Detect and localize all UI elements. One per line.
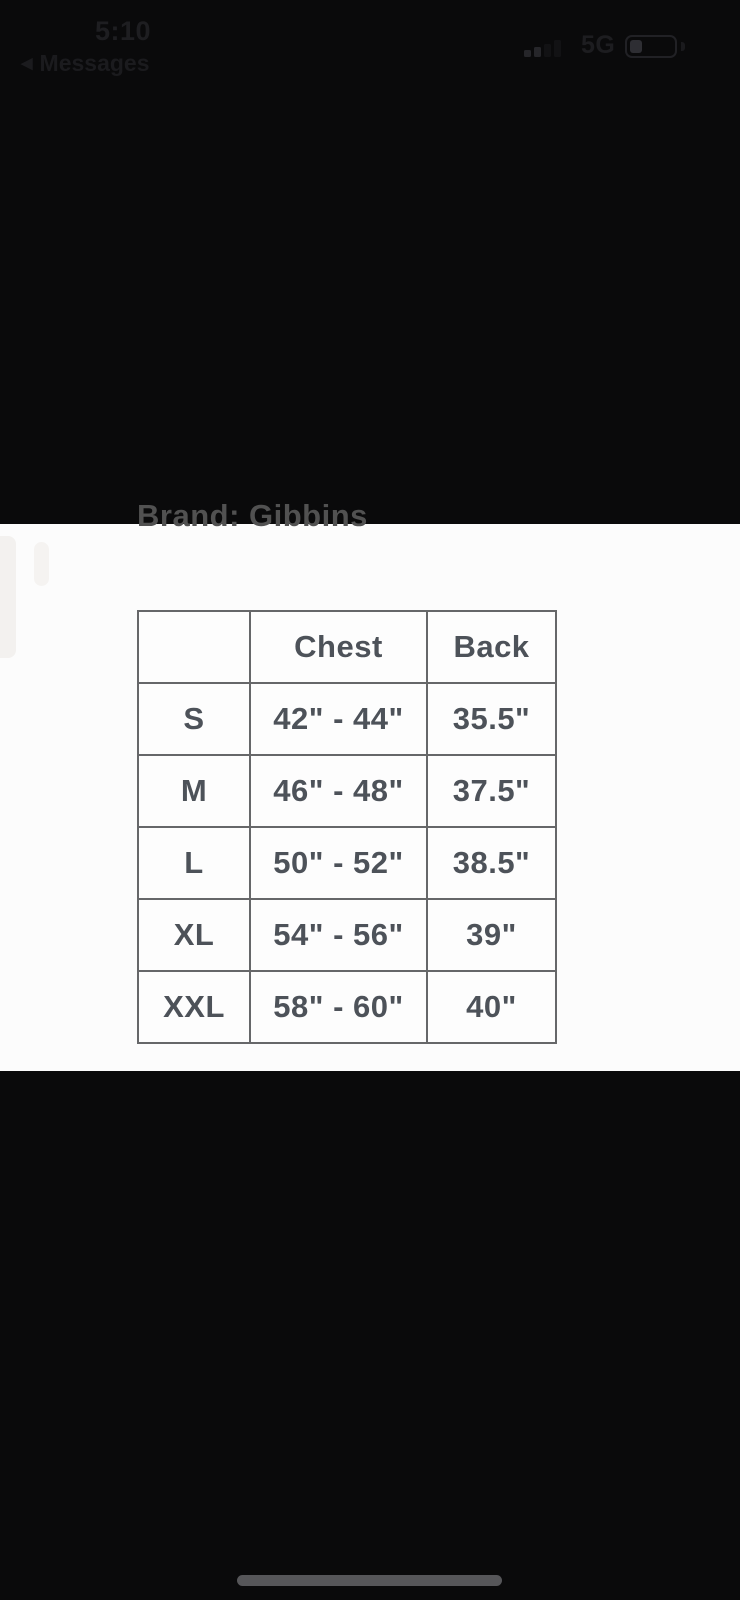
cell-size: M	[138, 755, 250, 827]
header-blank	[138, 611, 250, 683]
cell-back: 37.5"	[427, 755, 556, 827]
cell-size: L	[138, 827, 250, 899]
table-header-row	[138, 611, 556, 683]
cell-chest: 42" - 44"	[250, 683, 427, 755]
battery-level-fill	[630, 40, 642, 53]
table-row	[138, 827, 556, 899]
table-row	[138, 971, 556, 1043]
signal-bar-4	[554, 40, 561, 57]
photo-artifact	[0, 536, 16, 658]
cell-size: XL	[138, 899, 250, 971]
signal-bar-2	[534, 47, 541, 57]
size-chart-photo[interactable]	[0, 498, 740, 1071]
cell-chest: 46" - 48"	[250, 755, 427, 827]
header-chest: Chest	[250, 611, 427, 683]
cellular-signal-icon	[524, 39, 564, 57]
cell-back: 38.5"	[427, 827, 556, 899]
brand-text-clipped: Brand: Gibbins	[137, 498, 368, 533]
header-back: Back	[427, 611, 556, 683]
cell-chest: 54" - 56"	[250, 899, 427, 971]
battery-nub	[681, 42, 685, 51]
home-indicator[interactable]	[237, 1575, 502, 1586]
back-to-messages-button[interactable]	[21, 50, 150, 77]
table-row	[138, 683, 556, 755]
table-row	[138, 755, 556, 827]
network-type-label: 5G	[581, 31, 616, 59]
table-row	[138, 899, 556, 971]
cell-back: 39"	[427, 899, 556, 971]
size-chart-table	[137, 610, 557, 1044]
signal-bar-3	[544, 44, 551, 57]
signal-bar-1	[524, 50, 531, 57]
status-bar-time: 5:10	[95, 16, 152, 46]
cell-size: S	[138, 683, 250, 755]
back-triangle-icon: ◀	[21, 55, 33, 72]
cell-chest: 58" - 60"	[250, 971, 427, 1043]
cell-chest: 50" - 52"	[250, 827, 427, 899]
battery-icon	[625, 35, 677, 58]
cell-size: XXL	[138, 971, 250, 1043]
back-button-label: Messages	[39, 50, 150, 76]
photo-artifact	[34, 542, 49, 586]
cell-back: 40"	[427, 971, 556, 1043]
cell-back: 35.5"	[427, 683, 556, 755]
